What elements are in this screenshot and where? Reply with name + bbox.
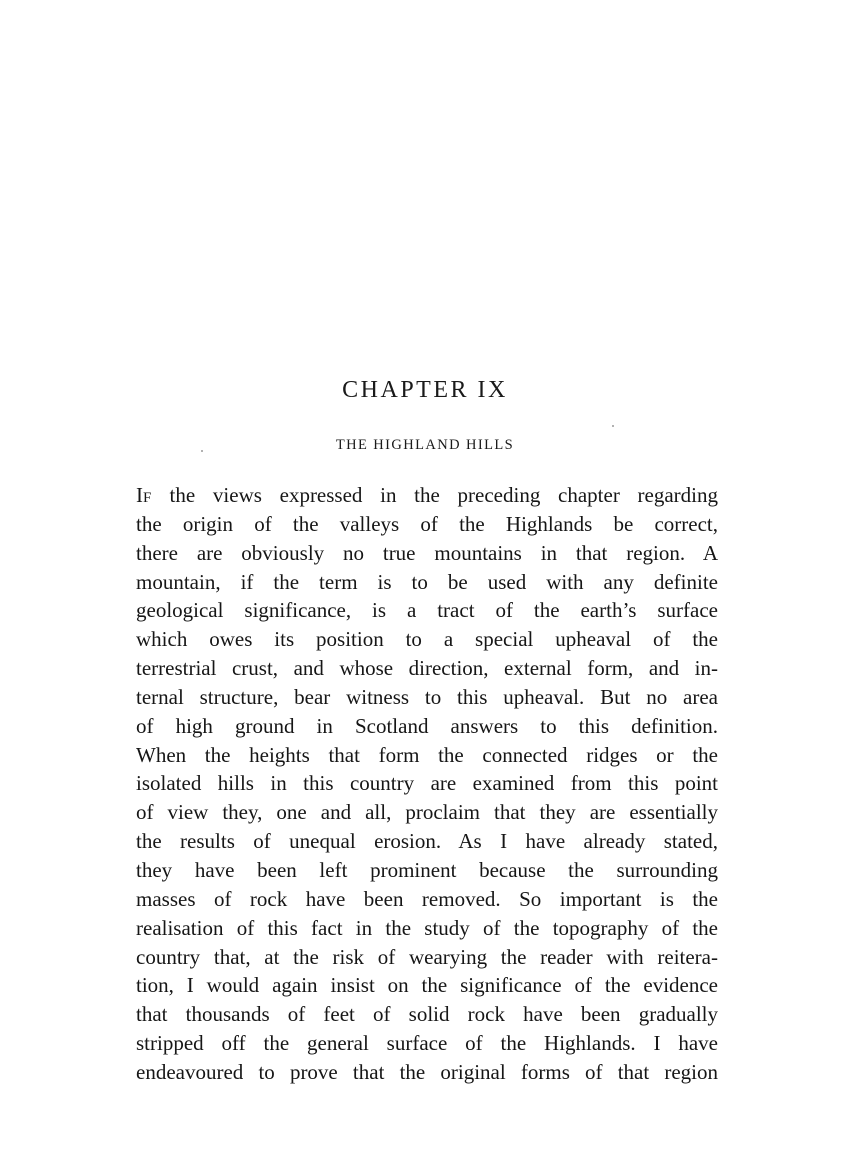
text-line: country that, at the risk of wearying the reader with reitera- [136,944,718,969]
first-line-text: the views expressed in the preceding chapter regarding [151,483,718,507]
scan-speck [612,425,614,427]
text-line: the origin of the valleys of the Highlands be correct, [136,511,718,536]
small-caps-continuation: F [143,490,152,506]
text-line: they have been left prominent because the surrounding [136,857,718,882]
chapter-title: THE HIGHLAND HILLS [335,437,515,453]
text-line: masses of rock have been removed. So important is the [136,886,718,911]
text-line: which owes its position to a special upheaval of the [136,627,718,652]
text-line: that thousands of feet of solid rock have been gradually [136,1002,718,1027]
text-line: isolated hills in this country are examined from this point [136,771,718,796]
text-line: endeavoured to prove that the original forms of that region [136,1059,718,1084]
drop-initial: I [136,483,143,507]
text-line: stripped off the general surface of the Highlands. I have [136,1031,718,1056]
text-line [136,481,718,510]
text-line: geological significance, is a tract of the earth’s surface [136,598,718,623]
text-line: the results of unequal erosion. As I have already stated, [136,829,718,854]
text-line: realisation of this fact in the study of the topography of the [136,915,718,940]
text-line: of view they, one and all, proclaim that they are essentially [136,800,718,825]
scan-speck [201,450,203,452]
text-line: When the heights that form the connected ridges or the [136,742,718,767]
text-line: mountain, if the term is to be used with any definite [136,569,718,594]
text-line: tion, I would again insist on the significance of the evidence [136,973,718,998]
text-line: there are obviously no true mountains in that region. A [136,540,718,565]
text-line: ternal structure, bear witness to this upheaval. But no area [136,684,718,709]
body-paragraph [136,481,718,1087]
chapter-number: CHAPTER IX [342,377,508,403]
text-line: of high ground in Scotland answers to this definition. [136,713,718,738]
text-line: terrestrial crust, and whose direction, external form, and in- [136,656,718,681]
